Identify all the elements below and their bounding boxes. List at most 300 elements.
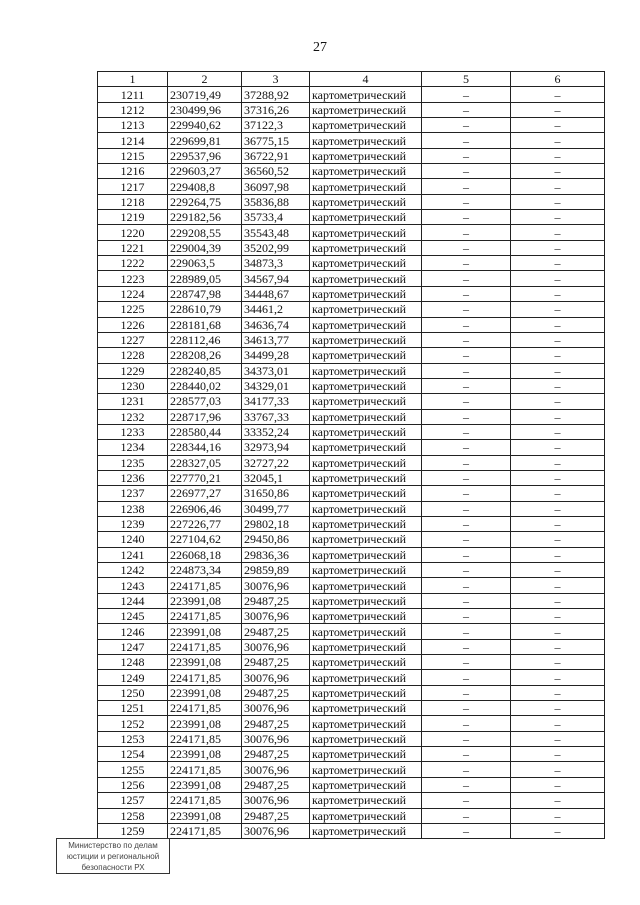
x-coordinate-cell: 223991,08 bbox=[168, 593, 242, 608]
point-number-cell: 1242 bbox=[98, 563, 168, 578]
y-coordinate-cell: 34636,74 bbox=[242, 317, 310, 332]
method-cell: картометрический bbox=[310, 578, 422, 593]
table-row bbox=[98, 256, 605, 271]
table-row bbox=[98, 624, 605, 639]
column-5-cell: – bbox=[422, 685, 511, 700]
x-coordinate-cell: 228747,98 bbox=[168, 286, 242, 301]
method-cell: картометрический bbox=[310, 563, 422, 578]
x-coordinate-cell: 224873,34 bbox=[168, 563, 242, 578]
column-5-cell: – bbox=[422, 777, 511, 792]
x-coordinate-cell: 229208,55 bbox=[168, 225, 242, 240]
column-6-cell: – bbox=[511, 240, 605, 255]
column-5-cell: – bbox=[422, 240, 511, 255]
y-coordinate-cell: 30076,96 bbox=[242, 639, 310, 654]
stamp-line: Министерство по делам bbox=[68, 841, 158, 850]
column-5-cell: – bbox=[422, 670, 511, 685]
point-number-cell: 1234 bbox=[98, 440, 168, 455]
method-cell: картометрический bbox=[310, 317, 422, 332]
method-cell: картометрический bbox=[310, 179, 422, 194]
point-number-cell: 1225 bbox=[98, 302, 168, 317]
table-row bbox=[98, 194, 605, 209]
table-row bbox=[98, 332, 605, 347]
y-coordinate-cell: 29836,36 bbox=[242, 547, 310, 562]
x-coordinate-cell: 224171,85 bbox=[168, 823, 242, 838]
point-number-cell: 1211 bbox=[98, 87, 168, 102]
column-5-cell: – bbox=[422, 118, 511, 133]
table-row bbox=[98, 118, 605, 133]
point-number-cell: 1228 bbox=[98, 348, 168, 363]
column-5-cell: – bbox=[422, 286, 511, 301]
point-number-cell: 1243 bbox=[98, 578, 168, 593]
table-row bbox=[98, 563, 605, 578]
table-row bbox=[98, 394, 605, 409]
column-5-cell: – bbox=[422, 823, 511, 838]
table-row bbox=[98, 731, 605, 746]
x-coordinate-cell: 229182,56 bbox=[168, 210, 242, 225]
point-number-cell: 1219 bbox=[98, 210, 168, 225]
method-cell: картометрический bbox=[310, 87, 422, 102]
method-cell: картометрический bbox=[310, 716, 422, 731]
column-header: 6 bbox=[511, 72, 605, 87]
column-6-cell: – bbox=[511, 762, 605, 777]
point-number-cell: 1227 bbox=[98, 332, 168, 347]
x-coordinate-cell: 227770,21 bbox=[168, 470, 242, 485]
point-number-cell: 1217 bbox=[98, 179, 168, 194]
y-coordinate-cell: 36775,15 bbox=[242, 133, 310, 148]
method-cell: картометрический bbox=[310, 271, 422, 286]
point-number-cell: 1237 bbox=[98, 486, 168, 501]
method-cell: картометрический bbox=[310, 286, 422, 301]
x-coordinate-cell: 226977,27 bbox=[168, 486, 242, 501]
x-coordinate-cell: 228610,79 bbox=[168, 302, 242, 317]
y-coordinate-cell: 34499,28 bbox=[242, 348, 310, 363]
column-6-cell: – bbox=[511, 378, 605, 393]
method-cell: картометрический bbox=[310, 655, 422, 670]
y-coordinate-cell: 35202,99 bbox=[242, 240, 310, 255]
table-row bbox=[98, 302, 605, 317]
y-coordinate-cell: 29859,89 bbox=[242, 563, 310, 578]
column-5-cell: – bbox=[422, 593, 511, 608]
column-header: 4 bbox=[310, 72, 422, 87]
point-number-cell: 1236 bbox=[98, 470, 168, 485]
x-coordinate-cell: 224171,85 bbox=[168, 701, 242, 716]
table-row bbox=[98, 655, 605, 670]
point-number-cell: 1253 bbox=[98, 731, 168, 746]
y-coordinate-cell: 37122,3 bbox=[242, 118, 310, 133]
column-6-cell: – bbox=[511, 793, 605, 808]
table-header-row bbox=[98, 72, 605, 87]
column-6-cell: – bbox=[511, 685, 605, 700]
page-number: 27 bbox=[313, 40, 327, 55]
point-number-cell: 1224 bbox=[98, 286, 168, 301]
y-coordinate-cell: 30076,96 bbox=[242, 609, 310, 624]
x-coordinate-cell: 224171,85 bbox=[168, 578, 242, 593]
column-6-cell: – bbox=[511, 532, 605, 547]
column-6-cell: – bbox=[511, 670, 605, 685]
column-6-cell: – bbox=[511, 701, 605, 716]
point-number-cell: 1255 bbox=[98, 762, 168, 777]
method-cell: картометрический bbox=[310, 363, 422, 378]
method-cell: картометрический bbox=[310, 348, 422, 363]
method-cell: картометрический bbox=[310, 777, 422, 792]
method-cell: картометрический bbox=[310, 486, 422, 501]
x-coordinate-cell: 224171,85 bbox=[168, 762, 242, 777]
column-5-cell: – bbox=[422, 455, 511, 470]
point-number-cell: 1230 bbox=[98, 378, 168, 393]
column-5-cell: – bbox=[422, 164, 511, 179]
x-coordinate-cell: 228580,44 bbox=[168, 424, 242, 439]
point-number-cell: 1250 bbox=[98, 685, 168, 700]
table-row bbox=[98, 102, 605, 117]
table-row bbox=[98, 455, 605, 470]
ministry-stamp bbox=[56, 838, 170, 874]
column-6-cell: – bbox=[511, 118, 605, 133]
column-6-cell: – bbox=[511, 547, 605, 562]
y-coordinate-cell: 33352,24 bbox=[242, 424, 310, 439]
column-5-cell: – bbox=[422, 348, 511, 363]
method-cell: картометрический bbox=[310, 624, 422, 639]
column-6-cell: – bbox=[511, 747, 605, 762]
point-number-cell: 1220 bbox=[98, 225, 168, 240]
point-number-cell: 1235 bbox=[98, 455, 168, 470]
method-cell: картометрический bbox=[310, 102, 422, 117]
column-header: 1 bbox=[98, 72, 168, 87]
column-6-cell: – bbox=[511, 164, 605, 179]
table-row bbox=[98, 793, 605, 808]
column-6-cell: – bbox=[511, 593, 605, 608]
table-row bbox=[98, 532, 605, 547]
point-number-cell: 1247 bbox=[98, 639, 168, 654]
x-coordinate-cell: 224171,85 bbox=[168, 793, 242, 808]
x-coordinate-cell: 223991,08 bbox=[168, 808, 242, 823]
column-5-cell: – bbox=[422, 378, 511, 393]
method-cell: картометрический bbox=[310, 378, 422, 393]
point-number-cell: 1221 bbox=[98, 240, 168, 255]
point-number-cell: 1257 bbox=[98, 793, 168, 808]
point-number-cell: 1241 bbox=[98, 547, 168, 562]
column-6-cell: – bbox=[511, 179, 605, 194]
method-cell: картометрический bbox=[310, 256, 422, 271]
column-6-cell: – bbox=[511, 655, 605, 670]
point-number-cell: 1249 bbox=[98, 670, 168, 685]
point-number-cell: 1216 bbox=[98, 164, 168, 179]
point-number-cell: 1259 bbox=[98, 823, 168, 838]
point-number-cell: 1229 bbox=[98, 363, 168, 378]
y-coordinate-cell: 29802,18 bbox=[242, 516, 310, 531]
y-coordinate-cell: 34873,3 bbox=[242, 256, 310, 271]
column-6-cell: – bbox=[511, 394, 605, 409]
x-coordinate-cell: 228344,16 bbox=[168, 440, 242, 455]
table-row bbox=[98, 685, 605, 700]
column-5-cell: – bbox=[422, 793, 511, 808]
y-coordinate-cell: 30076,96 bbox=[242, 731, 310, 746]
table-body bbox=[98, 87, 605, 839]
x-coordinate-cell: 228989,05 bbox=[168, 271, 242, 286]
method-cell: картометрический bbox=[310, 501, 422, 516]
column-6-cell: – bbox=[511, 271, 605, 286]
column-5-cell: – bbox=[422, 639, 511, 654]
x-coordinate-cell: 226906,46 bbox=[168, 501, 242, 516]
y-coordinate-cell: 30076,96 bbox=[242, 578, 310, 593]
method-cell: картометрический bbox=[310, 240, 422, 255]
column-6-cell: – bbox=[511, 470, 605, 485]
point-number-cell: 1256 bbox=[98, 777, 168, 792]
x-coordinate-cell: 229408,8 bbox=[168, 179, 242, 194]
column-5-cell: – bbox=[422, 317, 511, 332]
x-coordinate-cell: 228717,96 bbox=[168, 409, 242, 424]
x-coordinate-cell: 229537,96 bbox=[168, 148, 242, 163]
column-5-cell: – bbox=[422, 501, 511, 516]
y-coordinate-cell: 30076,96 bbox=[242, 762, 310, 777]
column-6-cell: – bbox=[511, 639, 605, 654]
method-cell: картометрический bbox=[310, 194, 422, 209]
table-row bbox=[98, 286, 605, 301]
point-number-cell: 1239 bbox=[98, 516, 168, 531]
table-row bbox=[98, 516, 605, 531]
x-coordinate-cell: 229699,81 bbox=[168, 133, 242, 148]
column-6-cell: – bbox=[511, 578, 605, 593]
table-row bbox=[98, 777, 605, 792]
method-cell: картометрический bbox=[310, 470, 422, 485]
method-cell: картометрический bbox=[310, 670, 422, 685]
x-coordinate-cell: 223991,08 bbox=[168, 777, 242, 792]
point-number-cell: 1245 bbox=[98, 609, 168, 624]
column-6-cell: – bbox=[511, 808, 605, 823]
y-coordinate-cell: 29487,25 bbox=[242, 808, 310, 823]
y-coordinate-cell: 31650,86 bbox=[242, 486, 310, 501]
point-number-cell: 1232 bbox=[98, 409, 168, 424]
point-number-cell: 1240 bbox=[98, 532, 168, 547]
column-5-cell: – bbox=[422, 747, 511, 762]
method-cell: картометрический bbox=[310, 424, 422, 439]
point-number-cell: 1248 bbox=[98, 655, 168, 670]
column-5-cell: – bbox=[422, 762, 511, 777]
column-5-cell: – bbox=[422, 547, 511, 562]
y-coordinate-cell: 29487,25 bbox=[242, 777, 310, 792]
point-number-cell: 1215 bbox=[98, 148, 168, 163]
method-cell: картометрический bbox=[310, 455, 422, 470]
table-row bbox=[98, 762, 605, 777]
y-coordinate-cell: 37288,92 bbox=[242, 87, 310, 102]
column-6-cell: – bbox=[511, 102, 605, 117]
x-coordinate-cell: 228327,05 bbox=[168, 455, 242, 470]
y-coordinate-cell: 34177,33 bbox=[242, 394, 310, 409]
method-cell: картометрический bbox=[310, 302, 422, 317]
column-5-cell: – bbox=[422, 302, 511, 317]
column-6-cell: – bbox=[511, 716, 605, 731]
column-5-cell: – bbox=[422, 102, 511, 117]
table-row bbox=[98, 210, 605, 225]
table-row bbox=[98, 225, 605, 240]
column-header: 3 bbox=[242, 72, 310, 87]
point-number-cell: 1251 bbox=[98, 701, 168, 716]
y-coordinate-cell: 30499,77 bbox=[242, 501, 310, 516]
y-coordinate-cell: 30076,96 bbox=[242, 793, 310, 808]
column-5-cell: – bbox=[422, 179, 511, 194]
column-6-cell: – bbox=[511, 348, 605, 363]
y-coordinate-cell: 36722,91 bbox=[242, 148, 310, 163]
table-row bbox=[98, 179, 605, 194]
table-row bbox=[98, 670, 605, 685]
column-6-cell: – bbox=[511, 624, 605, 639]
column-5-cell: – bbox=[422, 424, 511, 439]
method-cell: картометрический bbox=[310, 532, 422, 547]
x-coordinate-cell: 224171,85 bbox=[168, 731, 242, 746]
column-5-cell: – bbox=[422, 440, 511, 455]
method-cell: картометрический bbox=[310, 762, 422, 777]
y-coordinate-cell: 36097,98 bbox=[242, 179, 310, 194]
y-coordinate-cell: 30076,96 bbox=[242, 670, 310, 685]
method-cell: картометрический bbox=[310, 225, 422, 240]
column-6-cell: – bbox=[511, 777, 605, 792]
column-6-cell: – bbox=[511, 501, 605, 516]
column-5-cell: – bbox=[422, 563, 511, 578]
column-6-cell: – bbox=[511, 609, 605, 624]
x-coordinate-cell: 224171,85 bbox=[168, 639, 242, 654]
method-cell: картометрический bbox=[310, 823, 422, 838]
column-5-cell: – bbox=[422, 363, 511, 378]
y-coordinate-cell: 32973,94 bbox=[242, 440, 310, 455]
y-coordinate-cell: 35543,48 bbox=[242, 225, 310, 240]
table-row bbox=[98, 578, 605, 593]
table-row bbox=[98, 133, 605, 148]
table-row bbox=[98, 639, 605, 654]
y-coordinate-cell: 34329,01 bbox=[242, 378, 310, 393]
method-cell: картометрический bbox=[310, 731, 422, 746]
y-coordinate-cell: 33767,33 bbox=[242, 409, 310, 424]
column-6-cell: – bbox=[511, 87, 605, 102]
y-coordinate-cell: 34461,2 bbox=[242, 302, 310, 317]
point-number-cell: 1246 bbox=[98, 624, 168, 639]
method-cell: картометрический bbox=[310, 409, 422, 424]
column-6-cell: – bbox=[511, 133, 605, 148]
column-5-cell: – bbox=[422, 808, 511, 823]
method-cell: картометрический bbox=[310, 547, 422, 562]
table-row bbox=[98, 148, 605, 163]
x-coordinate-cell: 223991,08 bbox=[168, 624, 242, 639]
column-5-cell: – bbox=[422, 194, 511, 209]
column-6-cell: – bbox=[511, 731, 605, 746]
table-row bbox=[98, 87, 605, 102]
stamp-line: юстиции и региональной bbox=[66, 852, 160, 861]
column-6-cell: – bbox=[511, 440, 605, 455]
y-coordinate-cell: 34567,94 bbox=[242, 271, 310, 286]
method-cell: картометрический bbox=[310, 639, 422, 654]
column-6-cell: – bbox=[511, 225, 605, 240]
table-row bbox=[98, 348, 605, 363]
column-6-cell: – bbox=[511, 455, 605, 470]
table-row bbox=[98, 486, 605, 501]
y-coordinate-cell: 34373,01 bbox=[242, 363, 310, 378]
stamp-line: безопасности РХ bbox=[81, 863, 145, 872]
point-number-cell: 1213 bbox=[98, 118, 168, 133]
x-coordinate-cell: 224171,85 bbox=[168, 670, 242, 685]
point-number-cell: 1238 bbox=[98, 501, 168, 516]
y-coordinate-cell: 32045,1 bbox=[242, 470, 310, 485]
column-5-cell: – bbox=[422, 731, 511, 746]
y-coordinate-cell: 29450,86 bbox=[242, 532, 310, 547]
column-6-cell: – bbox=[511, 409, 605, 424]
x-coordinate-cell: 228240,85 bbox=[168, 363, 242, 378]
y-coordinate-cell: 37316,26 bbox=[242, 102, 310, 117]
point-number-cell: 1254 bbox=[98, 747, 168, 762]
x-coordinate-cell: 229940,62 bbox=[168, 118, 242, 133]
table-row bbox=[98, 271, 605, 286]
column-6-cell: – bbox=[511, 302, 605, 317]
x-coordinate-cell: 228440,02 bbox=[168, 378, 242, 393]
column-5-cell: – bbox=[422, 532, 511, 547]
table-row bbox=[98, 808, 605, 823]
point-number-cell: 1233 bbox=[98, 424, 168, 439]
x-coordinate-cell: 228112,46 bbox=[168, 332, 242, 347]
y-coordinate-cell: 35733,4 bbox=[242, 210, 310, 225]
table-row bbox=[98, 823, 605, 838]
y-coordinate-cell: 29487,25 bbox=[242, 716, 310, 731]
x-coordinate-cell: 227226,77 bbox=[168, 516, 242, 531]
column-6-cell: – bbox=[511, 210, 605, 225]
table-row bbox=[98, 164, 605, 179]
method-cell: картометрический bbox=[310, 210, 422, 225]
table-row bbox=[98, 240, 605, 255]
x-coordinate-cell: 230499,96 bbox=[168, 102, 242, 117]
y-coordinate-cell: 30076,96 bbox=[242, 701, 310, 716]
column-5-cell: – bbox=[422, 256, 511, 271]
column-5-cell: – bbox=[422, 133, 511, 148]
column-6-cell: – bbox=[511, 486, 605, 501]
column-5-cell: – bbox=[422, 516, 511, 531]
y-coordinate-cell: 29487,25 bbox=[242, 685, 310, 700]
column-5-cell: – bbox=[422, 470, 511, 485]
column-5-cell: – bbox=[422, 394, 511, 409]
point-number-cell: 1231 bbox=[98, 394, 168, 409]
x-coordinate-cell: 228577,03 bbox=[168, 394, 242, 409]
x-coordinate-cell: 223991,08 bbox=[168, 655, 242, 670]
x-coordinate-cell: 223991,08 bbox=[168, 716, 242, 731]
method-cell: картометрический bbox=[310, 593, 422, 608]
column-5-cell: – bbox=[422, 655, 511, 670]
column-6-cell: – bbox=[511, 332, 605, 347]
table-row bbox=[98, 593, 605, 608]
method-cell: картометрический bbox=[310, 332, 422, 347]
column-5-cell: – bbox=[422, 332, 511, 347]
y-coordinate-cell: 29487,25 bbox=[242, 747, 310, 762]
column-5-cell: – bbox=[422, 701, 511, 716]
column-6-cell: – bbox=[511, 194, 605, 209]
column-5-cell: – bbox=[422, 409, 511, 424]
y-coordinate-cell: 29487,25 bbox=[242, 655, 310, 670]
table-row bbox=[98, 470, 605, 485]
method-cell: картометрический bbox=[310, 747, 422, 762]
y-coordinate-cell: 34448,67 bbox=[242, 286, 310, 301]
table-row bbox=[98, 409, 605, 424]
table-row bbox=[98, 317, 605, 332]
y-coordinate-cell: 32727,22 bbox=[242, 455, 310, 470]
column-6-cell: – bbox=[511, 148, 605, 163]
y-coordinate-cell: 29487,25 bbox=[242, 593, 310, 608]
table-row bbox=[98, 701, 605, 716]
point-number-cell: 1258 bbox=[98, 808, 168, 823]
method-cell: картометрический bbox=[310, 164, 422, 179]
method-cell: картометрический bbox=[310, 701, 422, 716]
method-cell: картометрический bbox=[310, 440, 422, 455]
column-6-cell: – bbox=[511, 317, 605, 332]
y-coordinate-cell: 30076,96 bbox=[242, 823, 310, 838]
method-cell: картометрический bbox=[310, 133, 422, 148]
x-coordinate-cell: 229264,75 bbox=[168, 194, 242, 209]
column-6-cell: – bbox=[511, 363, 605, 378]
column-6-cell: – bbox=[511, 286, 605, 301]
method-cell: картометрический bbox=[310, 118, 422, 133]
